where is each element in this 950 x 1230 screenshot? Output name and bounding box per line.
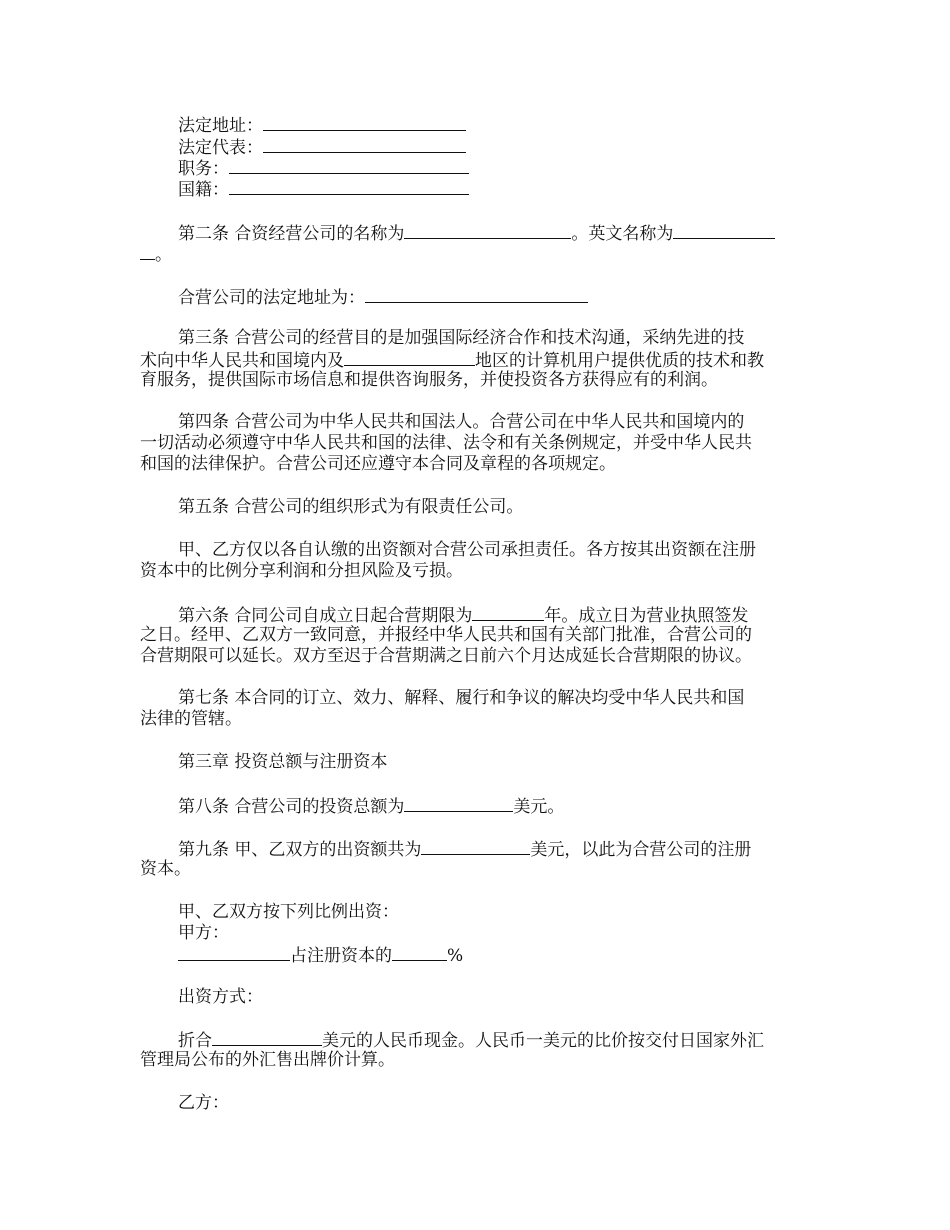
contribution-line-1	[140, 1029, 858, 1052]
article-3-line-3: 育服务，提供国际市场信息和提供咨询服务，并使投资各方获得应有的利润。	[140, 370, 718, 390]
article-2-english-name-text: 。英文名称为	[571, 224, 674, 244]
article-6-line-1	[140, 604, 858, 627]
article-9-line-1	[140, 838, 858, 861]
term-years-blank	[472, 604, 544, 621]
article-9-line-2: 资本。	[140, 859, 191, 879]
article-3-line-2-a: 术向中华人民共和国境内及	[140, 351, 344, 371]
cash-amount-blank	[212, 1029, 322, 1046]
english-name-blank	[673, 222, 775, 239]
contribution-line-2: 管理局公布的外汇售出牌价计算。	[140, 1050, 395, 1070]
party-a-percent-blank	[392, 944, 447, 961]
article-9-text-a: 第九条 甲、乙双方的出资额共为	[178, 840, 422, 860]
article-8-text-b: 美元。	[513, 797, 565, 817]
party-b-label: 乙方：	[178, 1093, 229, 1113]
position-blank	[229, 157, 469, 174]
article-5-para-2-line-1: 甲、乙方仅以各自认缴的出资额对合营公司承担责任。各方按其出资额在注册	[178, 540, 756, 560]
article-5-line-1: 第五条 合营公司的组织形式为有限责任公司。	[178, 497, 524, 517]
article-3-line-2	[140, 349, 820, 372]
article-4-line-3: 和国的法律保护。合营公司还应遵守本合同及章程的各项规定。	[140, 454, 616, 474]
article-2-line-2-text: 。	[155, 245, 172, 265]
article-3-line-2-b: 地区的计算机用户提供优质的技术和教	[475, 351, 764, 371]
article-4-line-2: 一切活动必须遵守中华人民共和国的法律、法令和有关条例规定，并受中华人民共	[140, 433, 752, 453]
article-9-text-b: 美元，以此为合营公司的注册	[530, 840, 752, 860]
contribution-text-a: 折合	[178, 1031, 212, 1051]
company-name-blank	[404, 222, 571, 239]
total-investment-blank	[404, 795, 513, 812]
contribution-heading: 出资方式：	[178, 987, 263, 1007]
chapter-3-heading: 第三章 投资总额与注册资本	[178, 752, 388, 772]
legal-address-row	[140, 114, 858, 137]
article-6-line-2: 之日。经甲、乙双方一致同意，并报经中华人民共和国有关部门批准，合营公司的	[140, 625, 752, 645]
registered-capital-blank	[421, 838, 530, 855]
article-7-line-1: 第七条 本合同的订立、效力、解释、履行和争议的解决均受中华人民共和国	[178, 688, 745, 708]
legal-address-blank	[263, 114, 466, 131]
party-a-share-text: 占注册资本的	[290, 946, 392, 966]
article-7-line-2: 法律的管辖。	[140, 709, 242, 729]
english-name-blank-cont	[140, 243, 155, 260]
party-a-share-row	[140, 944, 858, 967]
nationality-label: 国籍：	[178, 180, 229, 200]
article-6-term-text-b: 年。成立日为营业执照签发	[544, 606, 749, 626]
party-a-label: 甲方：	[178, 923, 229, 943]
nationality-blank	[229, 178, 469, 195]
article-8-text-a: 第八条 合营公司的投资总额为	[178, 797, 405, 817]
region-blank	[344, 349, 475, 366]
percent-sign: %	[447, 946, 464, 966]
nationality-row	[140, 178, 858, 201]
article-6-term-text: 第六条 合同公司自成立日起合营期限为	[178, 606, 473, 626]
article-2-name-text: 第二条 合资经营公司的名称为	[178, 224, 405, 244]
article-6-line-3: 合营期限可以延长。双方至迟于合营期满之日前六个月达成延长合营期限的协议。	[140, 646, 752, 666]
address-row	[140, 286, 858, 309]
article-2-line-1	[140, 222, 858, 245]
legal-rep-row	[140, 136, 858, 159]
article-3-line-1: 第三条 合营公司的经营目的是加强国际经济合作和技术沟通，采纳先进的技	[178, 328, 745, 348]
ratio-intro: 甲、乙双方按下列比例出资：	[178, 902, 399, 922]
party-a-amount-blank	[178, 944, 290, 961]
article-8-line	[140, 795, 858, 818]
article-2-line-2	[140, 243, 820, 266]
company-address-label: 合营公司的法定地址为：	[178, 288, 365, 308]
contribution-text-b: 美元的人民币现金。人民币一美元的比价按交付日国家外汇	[322, 1031, 764, 1051]
legal-rep-label: 法定代表：	[178, 138, 263, 158]
legal-address-label: 法定地址：	[178, 116, 263, 136]
position-row	[140, 157, 858, 180]
company-address-blank	[365, 286, 588, 303]
article-5-para-2-line-2: 资本中的比例分享利润和分担风险及亏损。	[140, 561, 463, 581]
position-label: 职务：	[178, 159, 229, 179]
article-4-line-1: 第四条 合营公司为中华人民共和国法人。合营公司在中华人民共和国境内的	[178, 412, 745, 432]
legal-rep-blank	[263, 136, 466, 153]
